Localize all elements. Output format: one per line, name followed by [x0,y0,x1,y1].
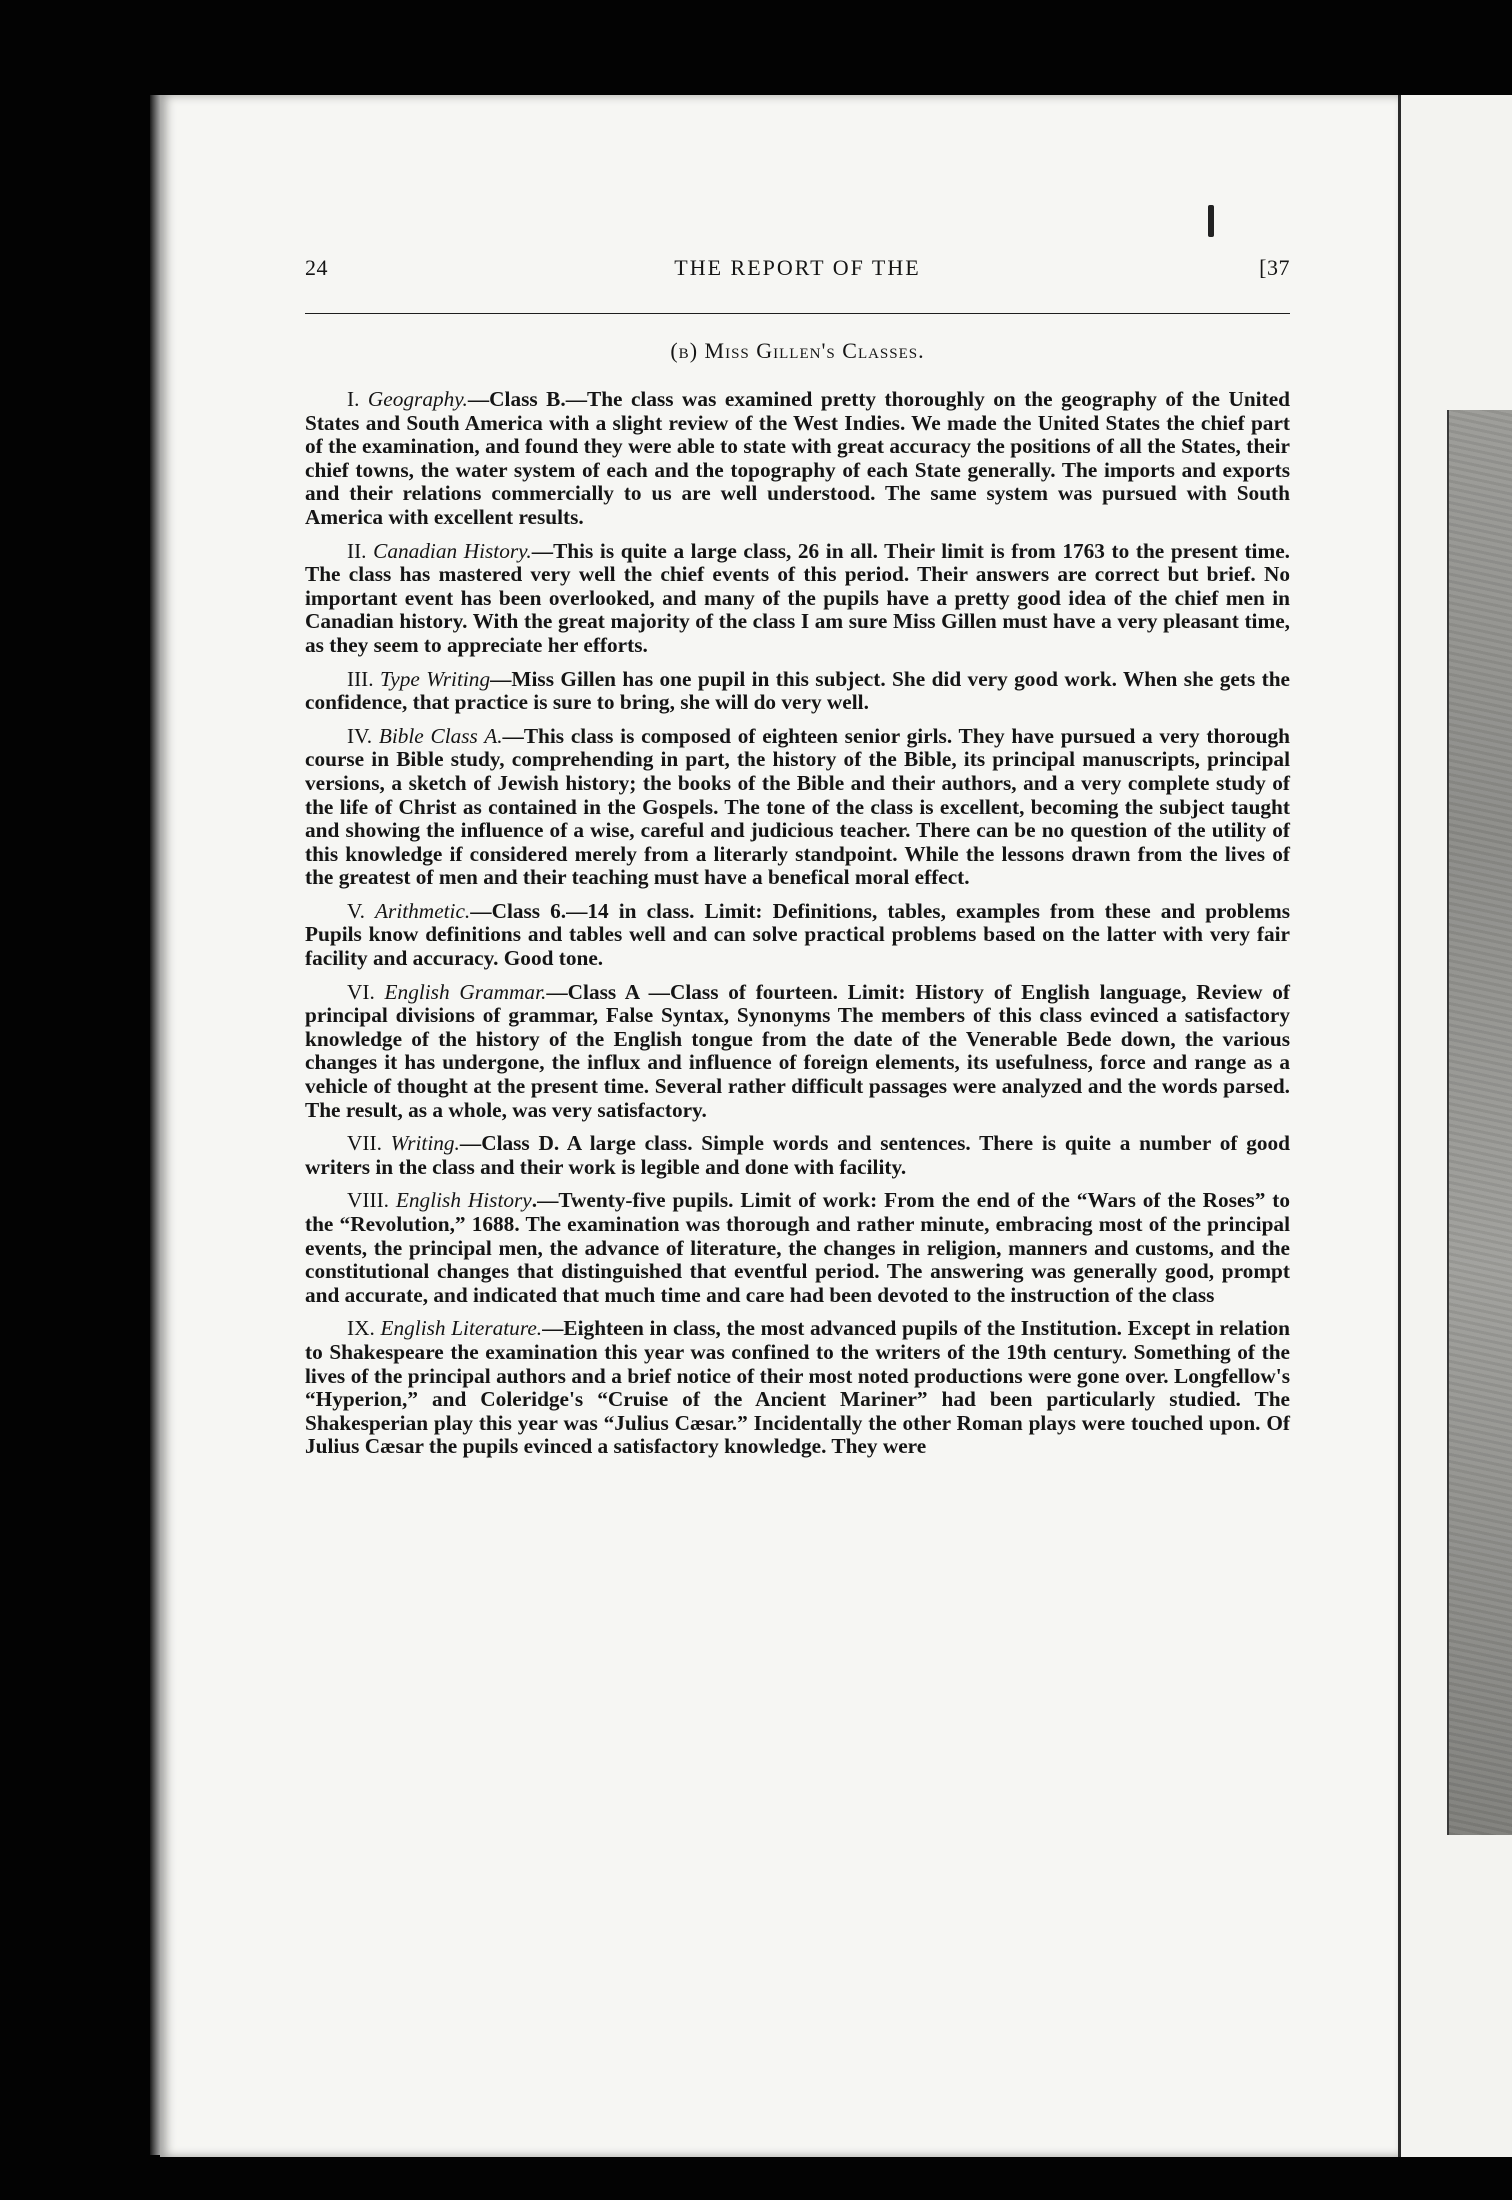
paragraph-subject: Writing. [390,1131,460,1156]
document-page [160,95,1398,2157]
paragraph-number: VII. [347,1131,382,1156]
paragraph-number: V. [347,898,365,923]
page-content [305,255,1290,1469]
paragraph-text: —This class is composed of eighteen senior girls. They have pursued a very thorough course in Bible study, comprehending in part, the history of the Bible, its principal manuscripts, principal versions, a sketch of Jewish history; the books of the Bible and their authors, and a very complete study of the life of Christ as contained in the Gospels. The tone of the class is excellent, becoming the subject taught and showing the influence of a wise, careful and judicious teacher. There can be no question of the utility of this knowledge if considered merely from a literarly standpoint. While the lessons drawn from the lives of the greatest of men and their teaching must have a benefical moral effect. [305,723,1290,890]
paragraph-number: VI. [347,979,375,1004]
paragraph-text: —Eighteen in class, the most advanced pupils of the Institution. Except in relation to Shakespeare the examination this year was confined to the writers of the 19th century. Something of the lives of the principal authors and a brief notice of their most noted productions were gone over. Longfellow's “Hyperion,” and Coleridge's “Cruise of the Ancient Mariner” had been particularly studied. The Shakesperian play this year was “Julius Cæsar.” Incidentally the other Roman plays were touched upon. Of Julius Cæsar the pupils evinced a satisfactory knowledge. They were [305,1316,1291,1459]
page-header [305,255,1290,295]
paragraph-subject: English Literature. [380,1316,543,1341]
header-rule [305,313,1290,314]
paragraph-text: —Class D. A large class. Simple words and sentences. There is quite a number of good writers in the class and their work is legible and done with facility. [305,1131,1290,1179]
adjacent-page-photo [1447,410,1512,1835]
paragraph-number: VIII. [347,1188,389,1213]
paragraph-text: —Class B.—The class was examined pretty thoroughly on the geography of the United States and South America with a slight review of the West Indies. We made the United States the chief part of the examination, and found they were able to state with great accuracy the positions of all the States, their chief towns, the water system of each and the topography of each State generally. The imports and exports and their relations commercially to us are well understood. The same system was pursued with South America with excellent results. [305,387,1290,529]
paragraph-english-history [305,1189,1290,1307]
paragraph-number: IX. [347,1316,375,1341]
paragraph-number: III. [347,666,374,691]
page-number: 24 [305,255,328,280]
paragraph-number: I. [347,387,360,411]
section-heading: (b) Miss Gillen's Classes. [670,338,925,363]
paragraph-text: —Class 6.—14 in class. Limit: Definitions, tables, examples from these and problems Pupils know definitions and tables well and can solve practical problems based on the latter with very fair facility and accuracy. Good tone. [305,898,1291,971]
paragraph-english-literature [305,1317,1290,1459]
paragraph-arithmetic [305,900,1290,971]
paragraph-subject: English History [395,1188,532,1213]
paragraph-english-grammar [305,981,1290,1123]
paragraph-subject: English Grammar. [384,979,547,1004]
paragraph-text: .—Twenty-five pupils. Limit of work: From the end of the “Wars of the Roses” to the “Revolution,” 1688. The examination was thorough and rather minute, embracing most of the principal events, the principal men, the advance of literature, the changes in religion, manners and customs, and the constitutional changes that distinguished that eventful period. The answering was generally good, prompt and accurate, and indicated that much time and care had been devoted to the instruction of the class [305,1188,1291,1307]
paragraph-subject: Arithmetic. [375,898,471,923]
paragraph-number: II. [347,538,367,563]
paragraph-text: —This is quite a large class, 26 in all. Their limit is from 1763 to the present time. The class has mastered very well the chief events of this period. Their answers are correct but brief. No important event has been overlooked, and many of the pupils have a pretty good idea of the chief men in Canadian history. With the great majority of the class I am sure Miss Gillen must have a very pleasant time, as they seem to appreciate her efforts. [305,538,1290,657]
paragraph-text: —Class A —Class of fourteen. Limit: History of English language, Review of principal divisions of grammar, False Syntax, Synonyms The members of this class evinced a satisfactory knowledge of the history of the English tongue from the date of the Venerable Bede down, the various changes it has undergone, the influx and influence of foreign elements, its usefulness, force and range as a vehicle of thought at the present time. Several rather difficult passages were analyzed and the words parsed. The result, as a whole, was very satisfactory. [305,979,1290,1122]
paragraph-subject: Canadian History. [373,538,532,563]
paragraph-subject: Type Writing [380,666,491,691]
running-title: THE REPORT OF THE [674,255,921,280]
bracket-number: [37 [1259,255,1290,280]
paragraph-number: IV. [347,723,373,748]
paragraph-canadian-history [305,540,1290,658]
paragraph-bible-class [305,725,1290,890]
paragraph-type-writing [305,668,1290,715]
paragraph-writing [305,1132,1290,1179]
paragraph-subject: Bible Class A. [378,723,503,748]
scan-mark [1208,205,1214,237]
paragraph-subject: Geography. [367,387,468,411]
paragraph-geography [305,388,1290,530]
paragraph-text: —Miss Gillen has one pupil in this subject. She did very good work. When she gets the confidence, that practice is sure to bring, she will do very well. [305,666,1290,715]
